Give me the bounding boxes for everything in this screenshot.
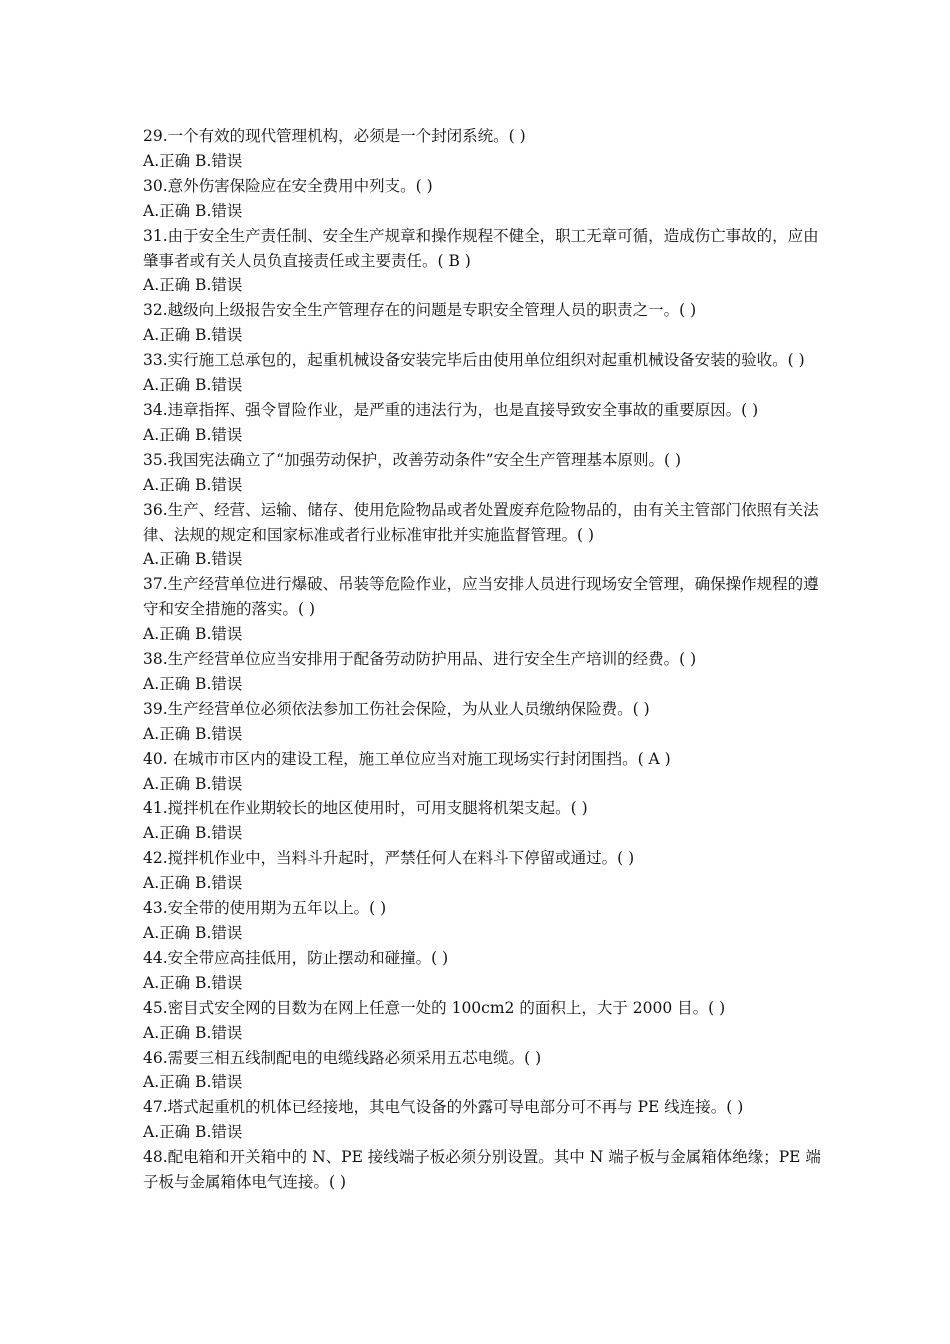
question-38: 38.生产经营单位应当安排用于配备劳动防护用品、进行安全生产培训的经费。( ) (143, 650, 697, 669)
options-45: A.正确 B.错误 (143, 1023, 243, 1042)
question-35: 35.我国宪法确立了“加强劳动保护，改善劳动条件”安全生产管理基本原则。( ) (143, 450, 682, 469)
question-43: 43.安全带的使用期为五年以上。( ) (143, 899, 387, 918)
question-29: 29.一个有效的现代管理机构，必须是一个封闭系统。( ) (143, 127, 526, 145)
question-31: 31.由于安全生产责任制、安全生产规章和操作规程不健全，职工无章可循，造成伤亡事故的，应由肇事者或有关人员负直接责任或主要责任。( B ) (143, 226, 819, 270)
question-37: 37.生产经营单位进行爆破、吊装等危险作业，应当安排人员进行现场安全管理，确保操作规程的遵守和安全措施的落实。( ) (143, 575, 819, 619)
question-41: 41.搅拌机在作业期较长的地区使用时，可用支腿将机架支起。( ) (143, 799, 588, 818)
options-31: A.正确 B.错误 (143, 276, 243, 295)
options-29: A.正确 B.错误 (143, 151, 243, 170)
options-44: A.正确 B.错误 (143, 973, 243, 992)
options-32: A.正确 B.错误 (143, 326, 243, 345)
options-33: A.正确 B.错误 (143, 376, 243, 395)
question-44: 44.安全带应高挂低用，防止摆动和碰撞。( ) (143, 948, 449, 967)
question-42: 42.搅拌机作业中，当料斗升起时，严禁任何人在料斗下停留或通过。( ) (143, 849, 635, 868)
options-46: A.正确 B.错误 (143, 1073, 243, 1092)
question-30: 30.意外伤害保险应在安全费用中列支。( ) (143, 176, 433, 195)
question-list (143, 124, 823, 1195)
question-33: 33.实行施工总承包的，起重机械设备安装完毕后由使用单位组织对起重机械设备安装的验收。( ) (143, 351, 805, 370)
question-48: 48.配电箱和开关箱中的 N、PE 接线端子板必须分别设置。其中 N 端子板与金属箱体绝缘；PE 端子板与金属箱体电气连接。( ) (143, 1148, 821, 1192)
options-35: A.正确 B.错误 (143, 475, 243, 494)
options-41: A.正确 B.错误 (143, 824, 243, 843)
options-38: A.正确 B.错误 (143, 674, 243, 693)
options-47: A.正确 B.错误 (143, 1123, 243, 1142)
question-40: 40. 在城市市区内的建设工程，施工单位应当对施工现场实行封闭围挡。( A ) (143, 749, 671, 768)
options-37: A.正确 B.错误 (143, 625, 243, 644)
options-30: A.正确 B.错误 (143, 201, 243, 220)
options-43: A.正确 B.错误 (143, 924, 243, 942)
options-40: A.正确 B.错误 (143, 774, 243, 793)
options-42: A.正确 B.错误 (143, 874, 243, 893)
question-45: 45.密目式安全网的目数为在网上任意一处的 100cm2 的面积上，大于 2000 目。( ) (143, 998, 726, 1017)
options-39: A.正确 B.错误 (143, 724, 243, 743)
question-32: 32.越级向上级报告安全生产管理存在的问题是专职安全管理人员的职责之一。( ) (143, 301, 697, 320)
options-36: A.正确 B.错误 (143, 550, 243, 569)
options-34: A.正确 B.错误 (143, 425, 243, 444)
question-46: 46.需要三相五线制配电的电缆线路必须采用五芯电缆。( ) (143, 1048, 542, 1067)
question-36: 36.生产、经营、运输、储存、使用危险物品或者处置废弃危险物品的，由有关主管部门依照有关法律、法规的规定和国家标准或者行业标准审批并实施监督管理。( ) (143, 500, 819, 544)
question-39: 39.生产经营单位必须依法参加工伤社会保险，为从业人员缴纳保险费。( ) (143, 699, 650, 718)
question-47: 47.塔式起重机的机体已经接地，其电气设备的外露可导电部分可不再与 PE 线连接。( ) (143, 1098, 744, 1117)
question-34: 34.违章指挥、强令冒险作业，是严重的违法行为，也是直接导致安全事故的重要原因。( ) (143, 400, 759, 419)
